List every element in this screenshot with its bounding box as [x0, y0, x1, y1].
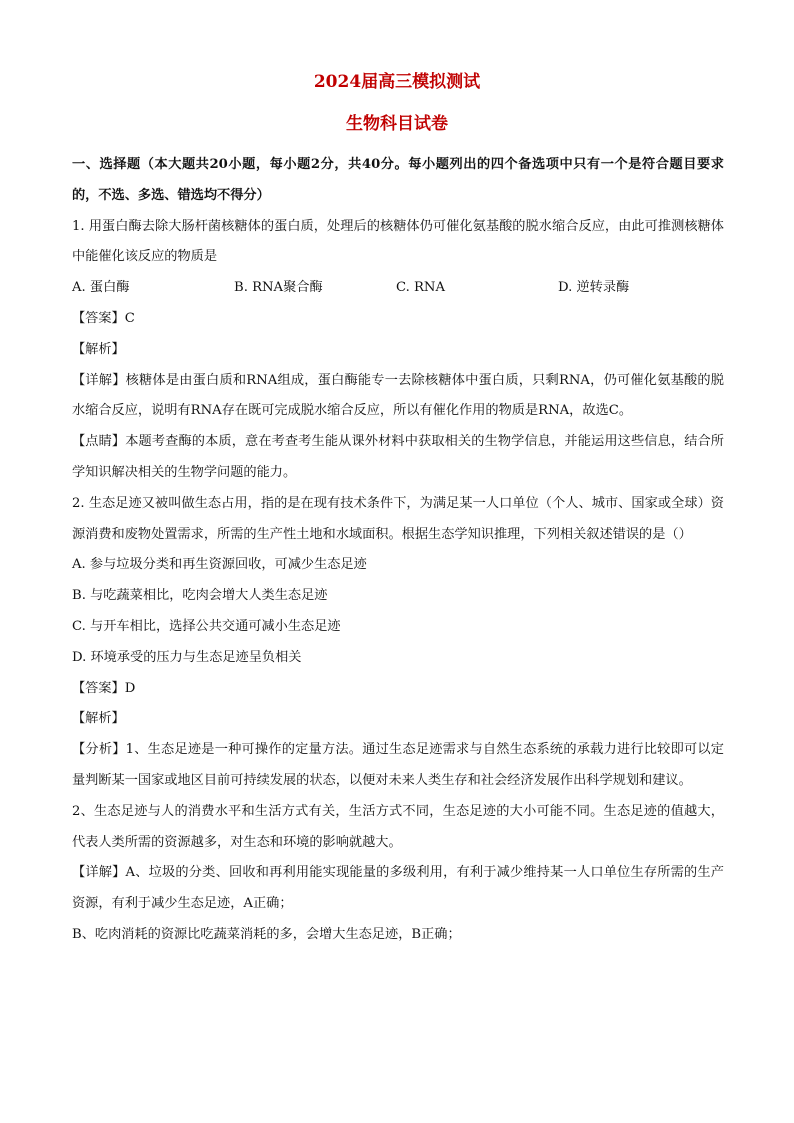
question-2-detail-a: 【详解】A、垃圾的分类、回收和再利用能实现能量的多级利用，有利于减少维持某一人口单位生存所需的生产资源，有利于减少生态足迹，A正确； — [72, 865, 724, 912]
question-1-detail: 【详解】核糖体是由蛋白质和RNA组成，蛋白酶能专一去除核糖体中蛋白质，只剩RNA，仍可催化氨基酸的脱水缩合反应，说明有RNA存在既可完成脱水缩合反应，所以有催化作用的物质是RNA，故选C。 — [72, 372, 724, 419]
question-1-analysis-label: 【解析】 — [72, 341, 125, 357]
question-2-analysis-1: 【分析】1、生态足迹是一种可操作的定量方法。通过生态足迹需求与自然生态系统的承载力进行比较即可以定量判断某一国家或地区目前可持续发展的状态，以便对未来人类生存和社会经济发展作出科学规划和建议。 — [72, 742, 724, 788]
question-1-answer: 【答案】C — [72, 310, 135, 326]
option-b: B. RNA聚合酶 — [234, 280, 323, 296]
option-a: A. 蛋白酶 — [72, 280, 130, 296]
question-2-option-a: A. 参与垃圾分类和再生资源回收，可减少生态足迹 — [72, 557, 367, 573]
question-1-comment: 【点睛】本题考查酶的本质，意在考查考生能从课外材料中获取相关的生物学信息，并能运用这些信息，结合所学知识解决相关的生物学问题的能力。 — [72, 434, 724, 480]
option-d: D. 逆转录酶 — [558, 280, 630, 296]
page-title: 2024届高三模拟测试 — [313, 72, 481, 92]
question-2-analysis-2: 2、生态足迹与人的消费水平和生活方式有关，生活方式不同，生态足迹的大小可能不同。生态足迹的值越大，代表人类所需的资源越多，对生态和环境的影响就越大。 — [72, 803, 724, 850]
question-1-stem: 1. 用蛋白酶去除大肠杆菌核糖体的蛋白质，处理后的核糖体仍可催化氨基酸的脱水缩合反应，由此可推测核糖体中能催化该反应的物质是 — [72, 218, 724, 265]
option-c: C. RNA — [396, 280, 445, 296]
question-2-analysis-label: 【解析】 — [72, 711, 125, 727]
section-header: 一、选择题（本大题共20小题，每小题2分，共40分。每小题列出的四个备选项中只有一个是符合题目要求的，不选、多选、错选均不得分） — [72, 157, 724, 203]
question-2-option-d: D. 环境承受的压力与生态足迹呈负相关 — [72, 649, 302, 665]
page-subtitle: 生物科目试卷 — [346, 114, 448, 134]
question-2-detail-b: B、吃肉消耗的资源比吃蔬菜消耗的多，会增大生态足迹，B正确； — [72, 926, 461, 942]
question-2-option-c: C. 与开车相比，选择公共交通可减小生态足迹 — [72, 618, 341, 634]
exam-body — [72, 150, 724, 951]
question-1-options — [72, 273, 724, 304]
question-2-stem: 2. 生态足迹又被叫做生态占用，指的是在现有技术条件下，为满足某一人口单位（个人、城市、国家或全球）资源消费和废物处置需求，所需的生产性土地和水域面积。根据生态学知识推理，下列相关叙述错误的是（） — [72, 495, 724, 542]
question-2-answer: 【答案】D — [72, 680, 136, 696]
question-2-option-b: B. 与吃蔬菜相比，吃肉会增大人类生态足迹 — [72, 588, 328, 604]
